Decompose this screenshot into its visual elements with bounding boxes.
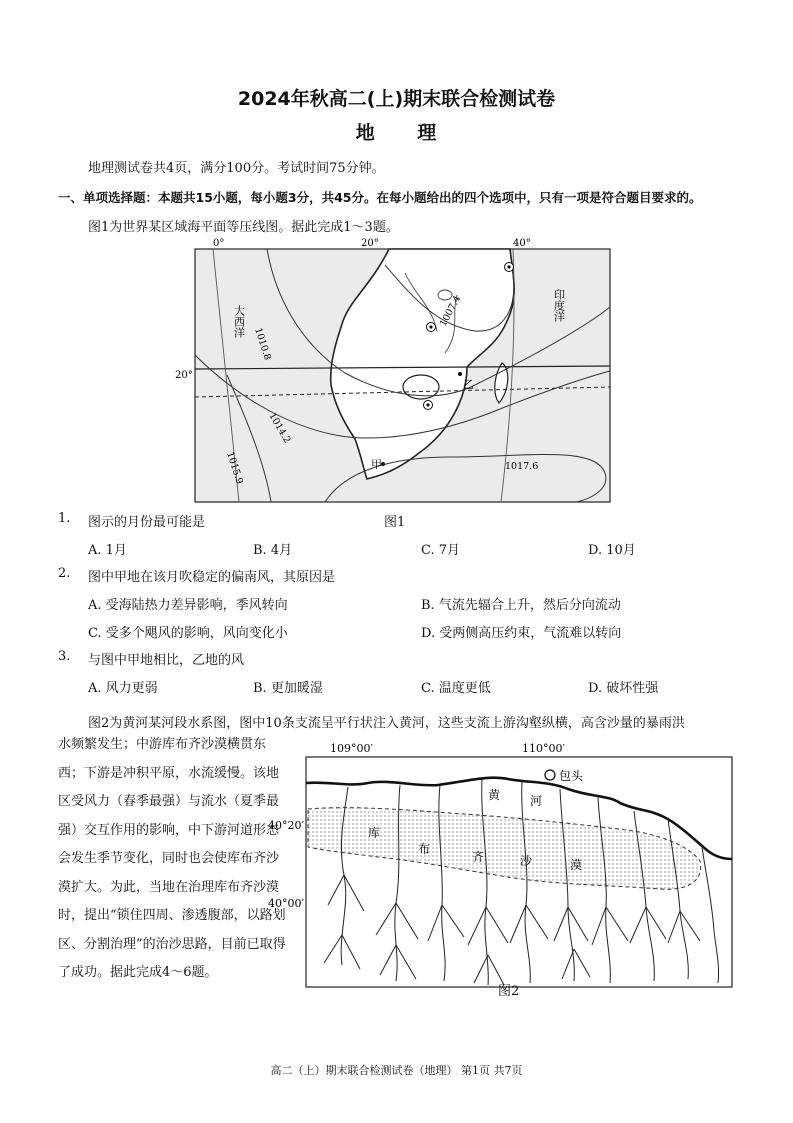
isobar-label-1014-2: 1014.2 — [266, 411, 293, 446]
q3-option-a[interactable]: A. 风力更弱 — [88, 681, 158, 696]
label-desert-qi: 齐 — [472, 850, 485, 864]
page-footer: 高二（上）期末联合检测试卷（地理） 第1页 共7页 — [270, 1064, 523, 1077]
q2-number: 2. — [58, 566, 71, 581]
q1-option-c[interactable]: C. 7月 — [421, 543, 461, 558]
q2-option-b[interactable]: B. 气流先辐合上升，然后分向流动 — [421, 598, 621, 613]
section-lead: 图1为世界某区域海平面等压线图。据此完成1～3题。 — [88, 220, 399, 235]
label-river-huang: 黄 — [488, 788, 501, 802]
isobar-label-1017-6: 1017.6 — [505, 461, 539, 472]
q3-option-b[interactable]: B. 更加暖湿 — [253, 681, 323, 696]
label-desert-ku: 库 — [368, 826, 381, 840]
label-jia: 甲 — [371, 458, 382, 471]
passage2-body: 水频繁发生；中游库布齐沙漠横贯东西；下游是冲积平原，水流缓慢。该地区受风力（春季最强）与流水（夏季最强）交互作用的影响，中下游河道形态会发生季节变化，同时也会使库布齐沙漠扩大。为此，当地在治理库布齐沙漠时，提出“锁住四周、渗透腹部，以路划区、分割治理”的治沙思路，目前已取得了成功。据此完成4～6题。 — [58, 737, 286, 980]
figure-2-river-map — [268, 735, 740, 997]
lon-label-20: 20° — [361, 238, 379, 249]
q1-option-d[interactable]: D. 10月 — [588, 543, 636, 558]
section-heading: 一、单项选择题：本题共15小题，每小题3分，共45分。在每小题给出的四个选项中，只有一项是符合题目要求的。 — [58, 190, 702, 205]
q1-option-b[interactable]: B. 4月 — [253, 543, 293, 558]
baotou-city-marker — [545, 770, 555, 780]
lon-label-109: 109°00′ — [330, 742, 373, 755]
q3-option-d[interactable]: D. 破坏性强 — [588, 681, 659, 696]
label-desert-mo: 漠 — [570, 858, 583, 872]
label-river-he: 河 — [530, 794, 543, 808]
q2-option-a[interactable]: A. 受海陆热力差异影响，季风转向 — [88, 598, 288, 613]
lon-label-0: 0° — [213, 238, 225, 249]
pressure-center-north — [505, 263, 514, 272]
lat-label-40-20: 40°20′ — [268, 819, 304, 832]
isobar-label-1010-8: 1010.8 — [252, 326, 273, 362]
q2-option-d[interactable]: D. 受两侧高压约束，气流难以转向 — [421, 626, 622, 641]
q1-option-a[interactable]: A. 1月 — [88, 543, 127, 558]
lon-label-40: 40° — [513, 238, 531, 249]
q1-stem: 图示的月份最可能是 — [88, 515, 206, 530]
isobar-label-1007-4: 1007.4 — [437, 293, 464, 329]
q3-number: 3. — [58, 649, 71, 664]
lat-label-40-00: 40°00′ — [268, 897, 304, 910]
label-yi: 乙 — [463, 378, 474, 391]
figure-1-caption: 图1 — [384, 515, 406, 530]
label-baotou: 包头 — [559, 769, 584, 783]
figure-1-isobar-map — [175, 235, 620, 510]
subject-title: 地 理 — [355, 122, 455, 144]
exam-title: 2024年秋高二(上)期末联合检测试卷 — [237, 88, 556, 110]
q3-option-c[interactable]: C. 温度更低 — [421, 681, 491, 696]
figure-2-caption: 图2 — [498, 984, 520, 999]
lat-label-20: 20° — [175, 370, 193, 381]
q1-number: 1. — [58, 511, 71, 526]
lon-label-110: 110°00′ — [522, 742, 565, 755]
q3-stem: 与图中甲地相比，乙地的风 — [88, 653, 245, 668]
label-indian-ocean: 印度洋 — [552, 289, 566, 322]
label-atlantic: 大西洋 — [232, 305, 246, 338]
label-desert-bu: 布 — [418, 842, 431, 856]
exam-intro: 地理测试卷共4页，满分100分。考试时间75分钟。 — [88, 161, 385, 176]
isobar-label-1015-9: 1015.9 — [224, 450, 245, 486]
passage2-first-line: 图2为黄河某河段水系图，图中10条支流呈平行状注入黄河，这些支流上游沟壑纵横，高含沙量的暴雨洪 — [88, 716, 685, 731]
pressure-center-middle — [427, 323, 436, 332]
point-yi-dot — [458, 372, 462, 376]
q2-option-c[interactable]: C. 受多个飓风的影响，风向变化小 — [88, 626, 288, 641]
label-desert-sha: 沙 — [520, 854, 533, 868]
pressure-center-south — [424, 401, 433, 410]
q2-stem: 图中甲地在该月吹稳定的偏南风，其原因是 — [88, 570, 336, 585]
